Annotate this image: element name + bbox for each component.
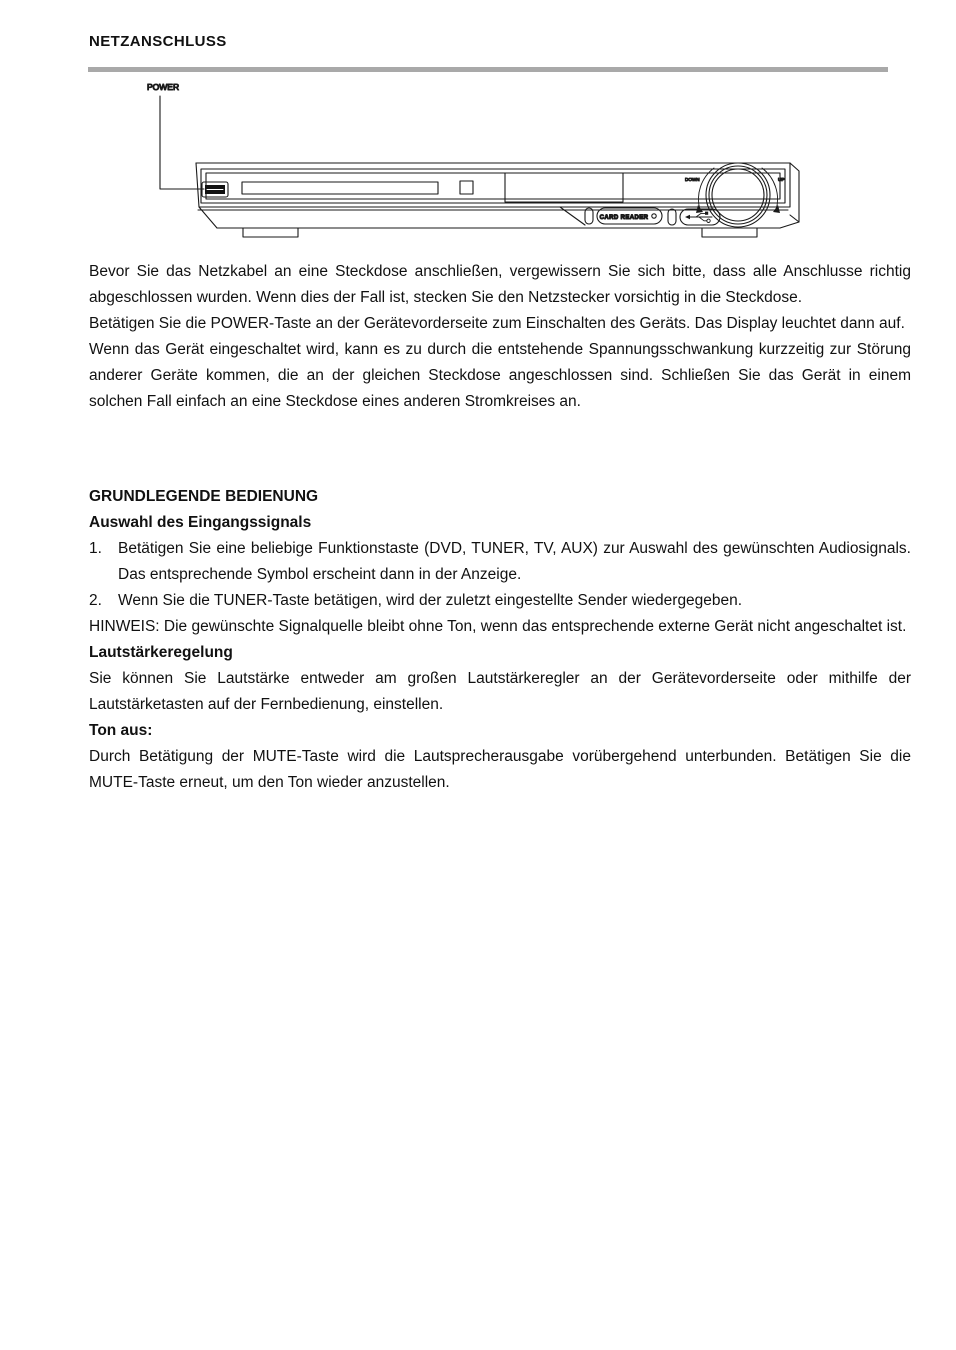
list-item	[89, 536, 911, 588]
input-selection-heading: Auswahl des Eingangssignals	[89, 514, 312, 531]
volume-heading: Lautstärkeregelung	[89, 644, 233, 661]
intro-paragraphs	[89, 259, 911, 415]
paragraph-power-fluctuation: Wenn das Gerät eingeschaltet wird, kann es zu durch die entstehende Spannungsschwankung kurzzeitig zur Störung anderer Geräte kommen, die an der gleichen Steckdose angeschlossen sind. Schließen Sie das Gerät in einem solchen Fall einfach an eine Steckdose eines anderen Stromkreises an.	[89, 341, 911, 410]
note-paragraph: HINWEIS: Die gewünschte Signalquelle bleibt ohne Ton, wenn das entsprechende externe Gerät nicht angeschaltet ist.	[89, 618, 907, 635]
eject-button	[460, 181, 473, 194]
list-marker: 2.	[89, 592, 102, 609]
usb-icon	[685, 212, 712, 223]
list-item-text: Betätigen Sie eine beliebige Funktionstaste (DVD, TUNER, TV, AUX) zur Auswahl des gewünschten Audiosignals. Das entsprechende Symbol erscheint dann in der Anzeige.	[118, 540, 911, 583]
usb-port	[668, 209, 720, 225]
display-window	[505, 173, 623, 202]
paragraph-power-button: Betätigen Sie die POWER-Taste an der Gerätevorderseite zum Einschalten des Geräts. Das Display leuchtet dann auf.	[89, 315, 905, 332]
basic-operation-section	[89, 484, 911, 796]
mute-paragraph: Durch Betätigung der MUTE-Taste wird die Lautsprecherausgabe vorübergehend unterbunden. Betätigen Sie die MUTE-Taste erneut, um den Ton wieder anzustellen.	[89, 748, 911, 791]
knob-up-label: UP	[778, 177, 785, 182]
power-leader-line	[160, 96, 204, 189]
mute-heading: Ton aus:	[89, 722, 153, 739]
card-reader-label: CARD READER	[599, 215, 649, 221]
page-title: NETZANSCHLUSS	[89, 33, 227, 50]
power-callout-label: POWER	[147, 82, 180, 92]
device-foot-right	[702, 228, 757, 237]
list-item	[89, 588, 911, 614]
volume-paragraph: Sie können Sie Lautstärke entweder am großen Lautstärkeregler an der Gerätevorderseite oder mithilfe der Lautstärketasten auf der Fernbedienung, einstellen.	[89, 670, 911, 713]
section-heading: GRUNDLEGENDE BEDIENUNG	[89, 488, 319, 505]
face-bezel-outer	[201, 169, 785, 203]
knob-down-label: DOWN	[685, 177, 700, 182]
title-divider	[88, 67, 888, 72]
list-item-text: Wenn Sie die TUNER-Taste betätigen, wird der zuletzt eingestellte Sender wiedergegeben.	[118, 592, 743, 609]
device-diagram	[140, 76, 820, 248]
device-foot-left	[243, 228, 298, 237]
paragraph-power-connect: Bevor Sie das Netzkabel an eine Steckdose anschließen, vergewissern Sie sich bitte, dass alle Anschlusse richtig abgeschlossen wurden. Wenn dies der Fall ist, stecken Sie den Netzstecker vorsichtig in die Steckdose.	[89, 263, 911, 306]
disc-tray	[242, 182, 438, 194]
list-marker: 1.	[89, 540, 102, 557]
